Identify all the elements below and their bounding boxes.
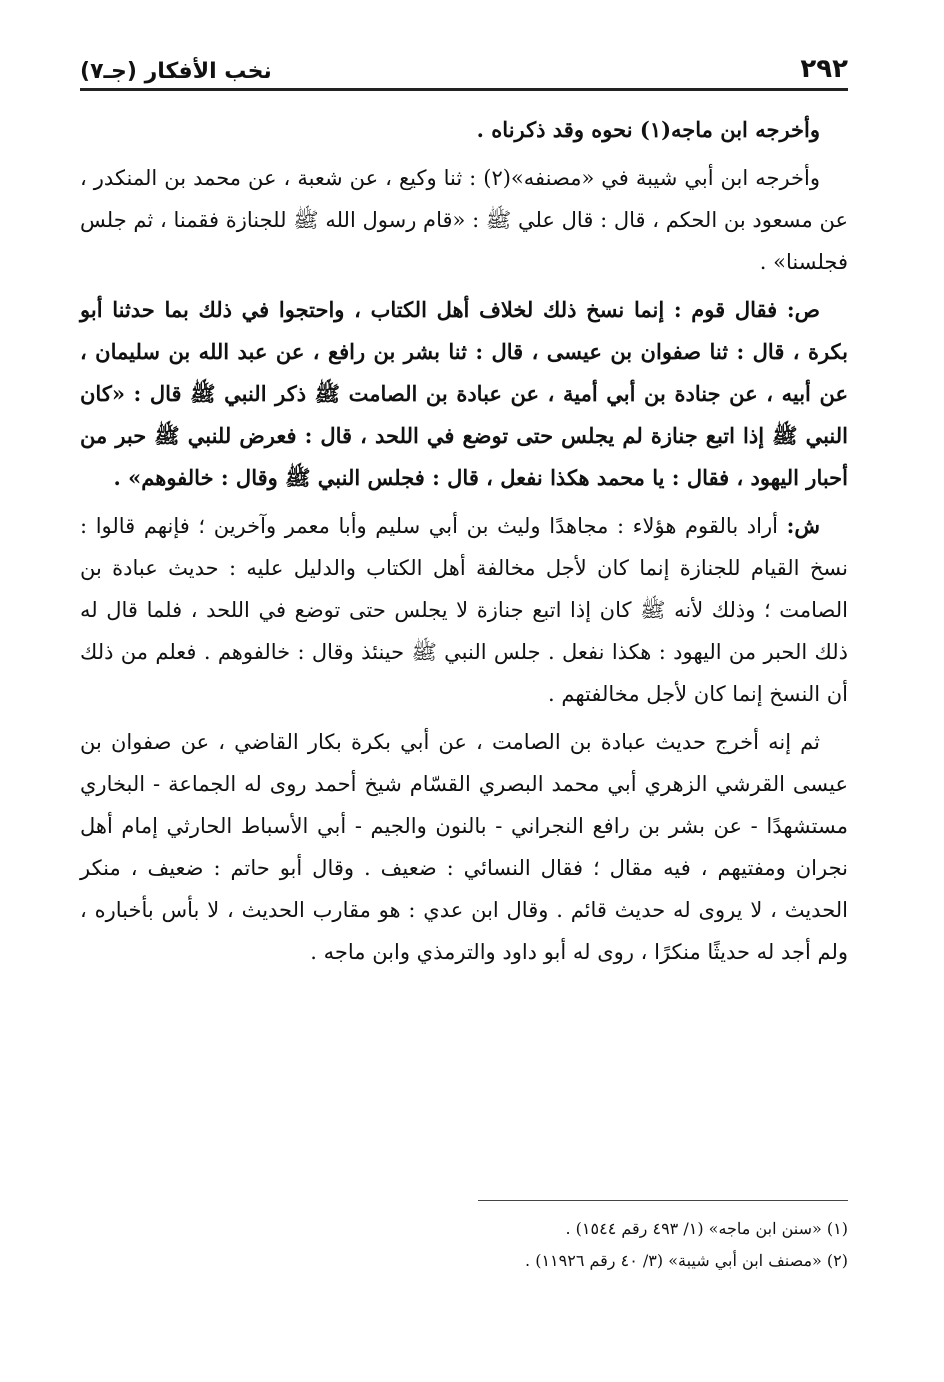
paragraph <box>80 505 848 715</box>
footnotes <box>478 1200 848 1277</box>
paragraph-text: وأخرجه ابن أبي شيبة في «مصنفه»(٢) : ثنا وكيع ، عن شعبة ، عن محمد بن المنكدر ، عن مسعود بن الحكم ، قال : قال علي ﷺ : «قام رسول الله ﷺ للجنازة فقمنا ، ثم جلس فجلسنا» . <box>80 166 848 274</box>
paragraph-text: أراد بالقوم هؤلاء : مجاهدًا وليث بن أبي سليم وأبا معمر وآخرين ؛ فإنهم قالوا : نسخ القيام للجنازة إنما كان لأجل مخالفة أهل الكتاب والدليل عليه : حديث عبادة بن الصامت ؛ وذلك لأنه ﷺ كان إذا اتبع جنازة لا يجلس حتى توضع في اللحد ، فلما قال له ذلك الحبر من اليهود : هكذا نفعل . جلس النبي ﷺ حينئذ وقال : خالفوهم . فعلم من ذلك أن النسخ إنما كان لأجل مخالفتهم . <box>80 514 848 706</box>
paragraph <box>80 289 848 499</box>
paragraph <box>80 721 848 973</box>
page-number: ٢٩٢ <box>800 54 848 84</box>
footnote: (٢) «مصنف ابن أبي شيبة» (٣/ ٤٠ رقم ١١٩٢٦) . <box>525 1251 848 1270</box>
section-marker: ص: <box>786 297 821 322</box>
paragraph-text: ثم إنه أخرج حديث عبادة بن الصامت ، عن أبي بكرة بكار القاضي ، عن صفوان بن عيسى القرشي الزهري أبي محمد البصري القسّام شيخ أحمد روى له الجماعة - البخاري مستشهدًا - عن بشر بن رافع النجراني - بالنون والجيم - أبي الأسباط الحارثي إمام أهل نجران ومفتيهم ، فيه مقال ؛ فقال النسائي : ضعيف . وقال أبو حاتم : ضعيف ، منكر الحديث ، لا يروى له حديث قائم . وقال ابن عدي : هو مقارب الحديث ، لا بأس بأخباره ، ولم أجد له حديثًا منكرًا ، روى له أبو داود والترمذي وابن ماجه . <box>80 730 848 964</box>
paragraph-text: فقال قوم : إنما نسخ ذلك لخلاف أهل الكتاب ، واحتجوا في ذلك بما حدثنا أبو بكرة ، قال : ثنا صفوان بن عيسى ، قال : ثنا بشر بن رافع ، عن عبد الله بن سليمان ، عن أبيه ، عن جنادة بن أبي أمية ، عن عبادة بن الصامت ﷺ ذكر النبي ﷺ قال : «كان النبي ﷺ إذا اتبع جنازة لم يجلس حتى توضع في اللحد ، قال : فعرض للنبي ﷺ حبر من أحبار اليهود ، فقال : يا محمد هكذا نفعل ، قال : فجلس النبي ﷺ وقال : خالفوهم» . <box>80 297 848 490</box>
running-title: نخب الأفكار (جـ٧) <box>80 59 272 84</box>
footnote: (١) «سنن ابن ماجه» (١/ ٤٩٣ رقم ١٥٤٤) . <box>565 1219 848 1238</box>
paragraph <box>80 157 848 283</box>
paragraph-text: وأخرجه ابن ماجه(١) نحوه وقد ذكرناه . <box>476 117 820 142</box>
book-page <box>80 40 848 1340</box>
page-header <box>80 40 848 91</box>
section-marker: ش: <box>786 513 820 538</box>
paragraph <box>80 109 848 151</box>
main-text <box>80 109 848 973</box>
